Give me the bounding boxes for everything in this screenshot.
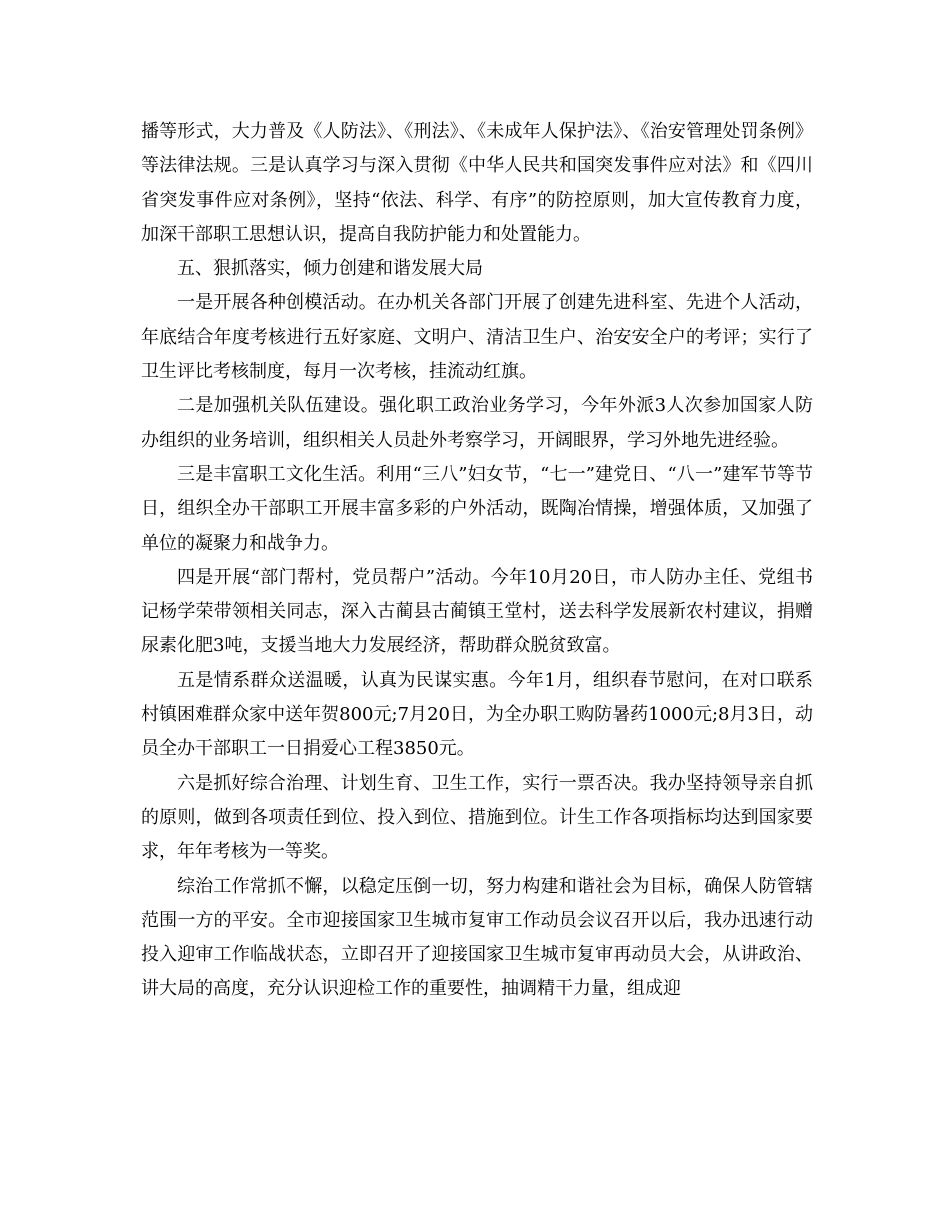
document-body — [141, 115, 813, 1007]
paragraph: 四是开展“部门帮村，党员帮户”活动。今年10月20日，市人防办主任、党组书记杨学荣带领相关同志，深入古蔺县古蔺镇王堂村，送去科学发展新农村建议，捐赠尿素化肥3吨，支援当地大力发展经济，帮助群众脱贫致富。 — [141, 566, 813, 657]
section-heading: 五、狠抓落实，倾力创建和谐发展大局 — [177, 258, 483, 280]
paragraph: 五是情系群众送温暖，认真为民谋实惠。今年1月，组织春节慰问，在对口联系村镇困难群众家中送年贺800元;7月20日，为全办职工购防暑药1000元;8月3日，动员全办干部职工一日捐爱心工程3850元。 — [141, 669, 813, 760]
paragraph: 二是加强机关队伍建设。强化职工政治业务学习，今年外派3人次参加国家人防办组织的业务培训，组织相关人员赴外考察学习，开阔眼界，学习外地先进经验。 — [141, 395, 813, 451]
paragraph-continued: 播等形式，大力普及《人防法》、《刑法》、《未成年人保护法》、《治安管理处罚条例》等法律法规。三是认真学习与深入贯彻《中华人民共和国突发事件应对法》和《四川省突发事件应对条例》，坚持“依法、科学、有序”的防控原则，加大宣传教育力度，加深干部职工思想认识，提高自我防护能力和处置能力。 — [141, 121, 813, 245]
paragraph: 六是抓好综合治理、计划生育、卫生工作，实行一票否决。我办坚持领导亲自抓的原则，做到各项责任到位、投入到位、措施到位。计生工作各项指标均达到国家要求，年年考核为一等奖。 — [141, 772, 813, 863]
paragraph: 一是开展各种创模活动。在办机关各部门开展了创建先进科室、先进个人活动，年底结合年度考核进行五好家庭、文明户、清洁卫生户、治安安全户的考评；实行了卫生评比考核制度，每月一次考核，挂流动红旗。 — [141, 292, 813, 383]
paragraph: 综治工作常抓不懈，以稳定压倒一切，努力构建和谐社会为目标，确保人防管辖范围一方的平安。全市迎接国家卫生城市复审工作动员会议召开以后，我办迅速行动投入迎审工作临战状态，立即召开了迎接国家卫生城市复审再动员大会，从讲政治、讲大局的高度，充分认识迎检工作的重要性，抽调精干力量，组成迎 — [141, 875, 813, 1000]
paragraph: 三是丰富职工文化生活。利用“三八”妇女节，“七一”建党日、“八一”建军节等节日，组织全办干部职工开展丰富多彩的户外活动，既陶冶情操，增强体质，又加强了单位的凝聚力和战争力。 — [141, 463, 813, 554]
